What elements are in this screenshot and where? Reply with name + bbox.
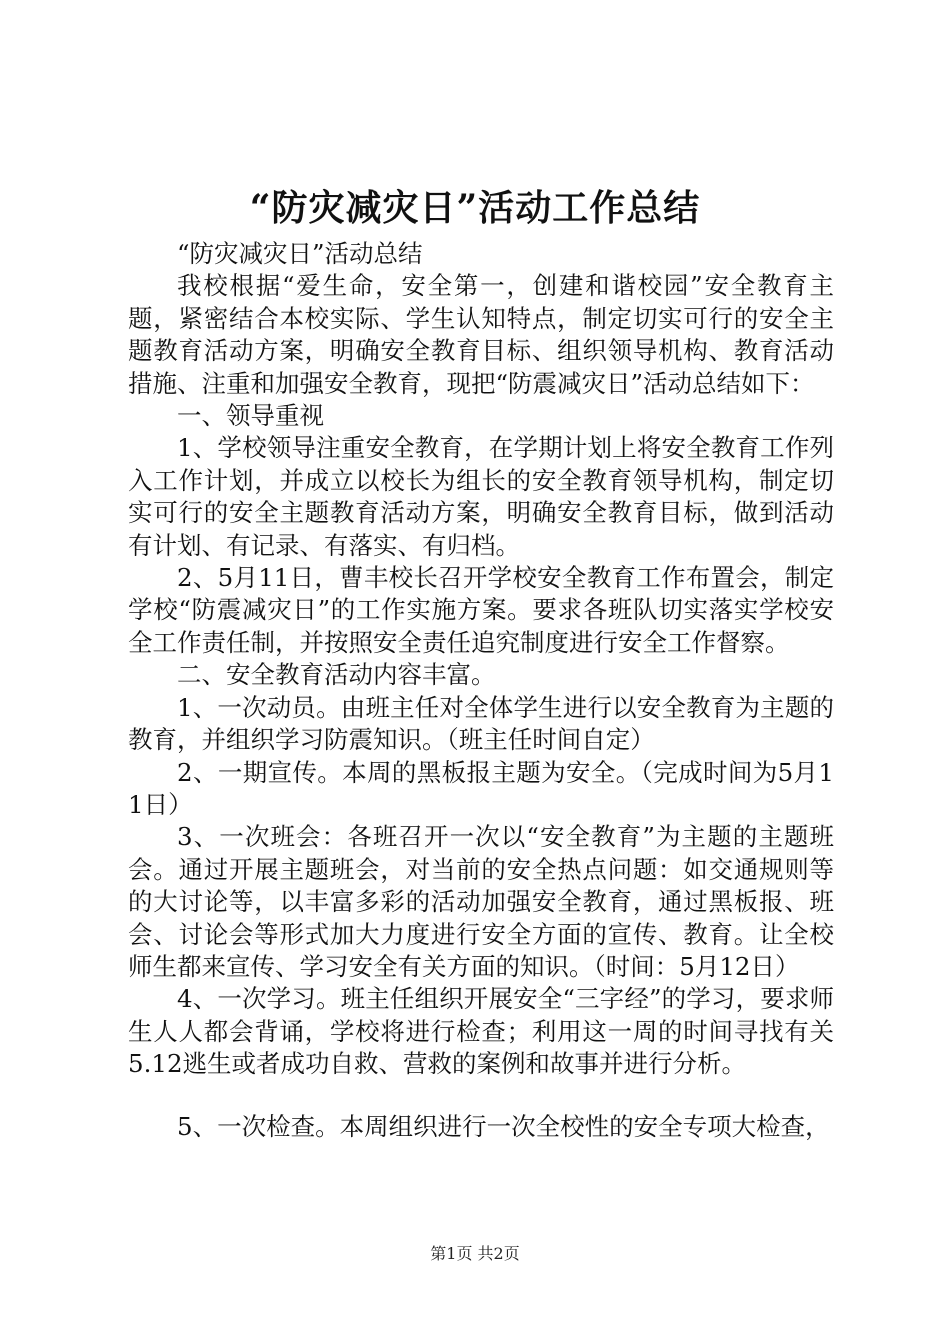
- page-footer: 第1页 共2页: [430, 1244, 520, 1263]
- paragraph-activity-2: 2、一期宣传。本周的黑板报主题为安全。（完成时间为5月11日）: [128, 757, 834, 819]
- section-heading-activities: 二、安全教育活动内容丰富。: [177, 660, 496, 690]
- document-title: “防灾减灾日”活动工作总结: [249, 187, 701, 229]
- paragraph-activity-3: 3、一次班会：各班召开一次以“安全教育”为主题的主题班会。通过开展主题班会，对当前的安全热点问题：如交通规则等的大讨论等，以丰富多彩的活动加强安全教育，通过黑板报、班会、讨论会等形式加大力度进行安全方面的宣传、教育。让全校师生都来宣传、学习安全有关方面的知识。（时间：5月12日）: [128, 822, 834, 981]
- paragraph-activity-1: 1、一次动员。由班主任对全体学生进行以安全教育为主题的教育，并组织学习防震知识。（班主任时间自定）: [128, 692, 834, 755]
- paragraph-activity-5: 5、一次检查。本周组织进行一次全校性的安全专项大检查，: [177, 1111, 830, 1141]
- paragraph-subtitle: “防灾减灾日”活动总结: [177, 239, 423, 268]
- paragraph-leadership-2: 2、5月11日，曹丰校长召开学校安全教育工作布置会，制定学校“防震减灾日”的工作实施方案。要求各班队切实落实学校安全工作责任制，并按照安全责任追究制度进行安全工作督察。: [128, 563, 834, 657]
- paragraph-intro: 我校根据“爱生命，安全第一，创建和谐校园”安全教育主题，紧密结合本校实际、学生认知特点，制定切实可行的安全主题教育活动方案，明确安全教育目标、组织领导机构、教育活动措施、注重和加强安全教育，现把“防震减灾日”活动总结如下：: [128, 271, 834, 398]
- paragraph-activity-4: 4、一次学习。班主任组织开展安全“三字经”的学习，要求师生人人都会背诵，学校将进行检查；利用这一周的时间寻找有关5.12逃生或者成功自救、营救的案例和故事并进行分析。: [128, 984, 834, 1079]
- document-body: [128, 238, 834, 1143]
- section-heading-leadership: 一、领导重视: [177, 401, 324, 431]
- paragraph-leadership-1: 1、学校领导注重安全教育，在学期计划上将安全教育工作列入工作计划，并成立以校长为组长的安全教育领导机构，制定切实可行的安全主题教育活动方案，明确安全教育目标，做到活动有计划、有记录、有落实、有归档。: [128, 433, 834, 560]
